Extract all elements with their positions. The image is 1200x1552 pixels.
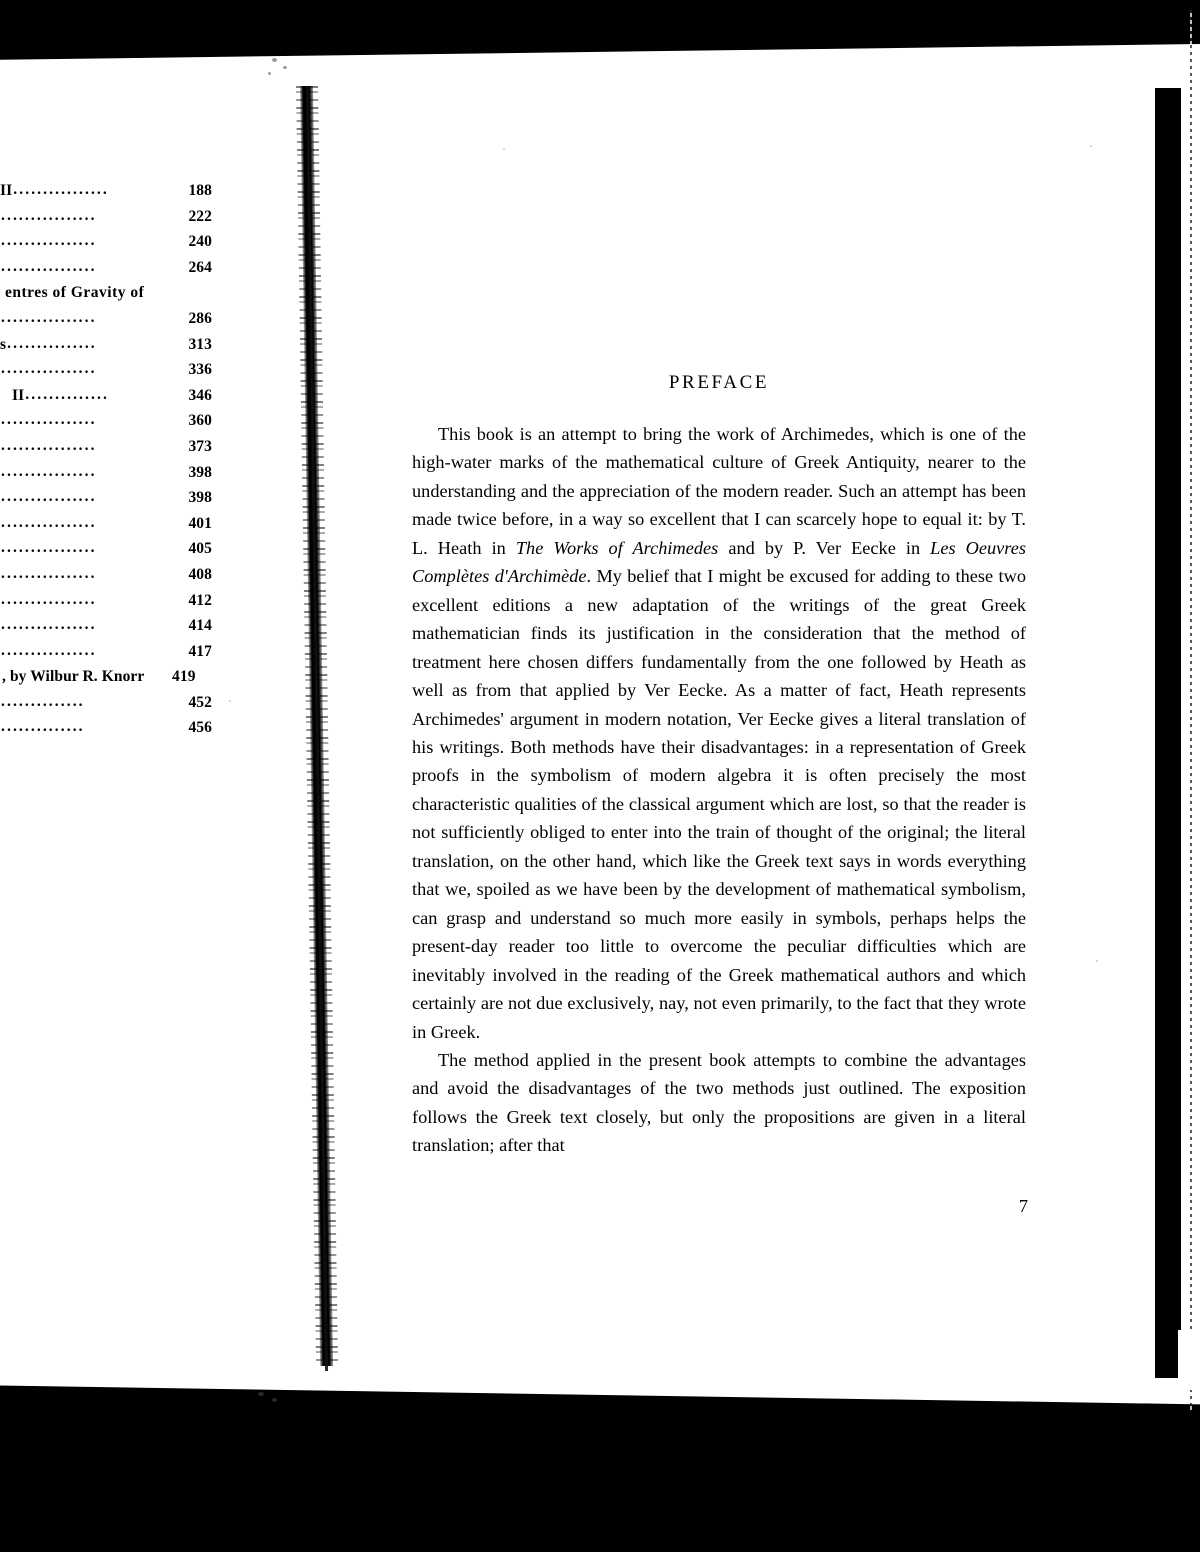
toc-leader-dots: ..............	[1, 718, 85, 736]
toc-leader-dots: ................	[1, 411, 97, 429]
toc-page-number: 398	[188, 489, 212, 507]
toc-leader-dots: ................	[1, 462, 97, 480]
toc-leader-dots: ..............	[1, 692, 85, 710]
toc-leader-dots: ................	[1, 308, 97, 326]
toc-page-number: 222	[188, 207, 212, 225]
toc-row	[0, 255, 212, 281]
toc-row	[0, 434, 212, 460]
table-of-contents	[0, 178, 212, 741]
scan-speck	[283, 66, 287, 69]
toc-row	[0, 229, 212, 255]
toc-leader-dots: ................	[1, 360, 97, 378]
toc-page-number: 414	[188, 617, 212, 635]
toc-leader-dots: ................	[1, 232, 97, 250]
scan-speck	[272, 58, 277, 62]
toc-page-number: 405	[188, 540, 212, 558]
toc-row	[0, 536, 212, 562]
page-title: PREFACE	[668, 372, 770, 393]
toc-page-number: 456	[188, 719, 212, 737]
toc-row	[0, 639, 212, 665]
toc-page-number: 412	[188, 591, 212, 609]
toc-row	[0, 383, 212, 409]
toc-leader-dots: ................	[1, 488, 97, 506]
toc-entry-title: II	[0, 182, 13, 199]
toc-row	[0, 408, 212, 434]
scan-edge-right-shadow	[1155, 88, 1181, 1378]
italic-title: Les Oeuvres Complètes d'Archimède	[412, 537, 1027, 587]
toc-page-number: 452	[188, 693, 212, 711]
toc-leader-dots: ..............	[25, 385, 109, 403]
toc-row	[0, 178, 212, 204]
toc-page-number: 240	[188, 233, 212, 251]
toc-row	[0, 690, 212, 716]
toc-leader-dots: ................	[1, 564, 97, 582]
toc-page-number: 373	[188, 437, 212, 455]
toc-leader-dots: ................	[1, 641, 97, 659]
scan-edge-right-corner-nick	[1178, 1330, 1200, 1390]
toc-row	[0, 511, 212, 537]
preface-body	[412, 372, 1026, 1160]
toc-row	[0, 306, 212, 332]
toc-page-number: 286	[188, 309, 212, 327]
scan-speck	[258, 1392, 264, 1396]
toc-page-number: 408	[188, 565, 212, 583]
toc-entry-title: s	[0, 335, 7, 353]
toc-leader-dots: ................	[1, 436, 97, 454]
text-run: This book is an attempt to bring the work of Archimedes, which is one of the high-water marks of the mathematical culture of Greek Antiquity, nearer to the understanding and the appreciation of the modern reader. Such an attempt has been made twice before, in a way so excellent that I can scarcely hope to equal it: by T. L. Heath in	[412, 424, 1026, 558]
scan-speck	[503, 148, 505, 150]
scan-speck	[1096, 960, 1098, 962]
paragraph	[412, 420, 1026, 1046]
toc-page-number: 398	[188, 463, 212, 481]
scan-speck	[229, 700, 231, 702]
page-number: 7	[1018, 1196, 1028, 1216]
toc-row	[0, 280, 212, 306]
toc-page-number: 264	[188, 258, 212, 276]
toc-leader-dots: ...............	[7, 334, 97, 352]
scan-speck	[272, 1398, 277, 1402]
toc-leader-dots: ................	[1, 539, 97, 557]
toc-entry-title: entres of Gravity of	[5, 284, 145, 302]
toc-row	[0, 664, 212, 690]
toc-page-number: 419	[172, 668, 196, 686]
toc-leader-dots: ................	[1, 590, 97, 608]
toc-page-number: 346	[188, 386, 212, 404]
scan-edge-right-hairline	[1190, 10, 1192, 1410]
text-run: and by P. Ver Eecke in	[718, 537, 931, 558]
toc-page-number: 360	[188, 412, 212, 430]
toc-row	[0, 485, 212, 511]
toc-page-number: 313	[188, 335, 212, 353]
scan-edge-top-left-shadow	[0, 0, 311, 55]
toc-row	[0, 204, 212, 230]
toc-leader-dots: ................	[13, 181, 109, 198]
preface-paragraph-list	[412, 420, 1026, 1160]
text-run: The method applied in the present book attempts to combine the advantages and avoid the disadvantages of the two methods just outlined. The exposition follows the Greek text closely, but only the propositions are given in a literal translation; after that	[412, 1049, 1026, 1156]
toc-leader-dots: ................	[1, 257, 97, 275]
toc-page-number: 336	[188, 361, 212, 379]
toc-leader-dots: ................	[1, 206, 97, 224]
toc-page-number: 417	[188, 642, 212, 660]
toc-row	[0, 613, 212, 639]
scan-speck	[268, 72, 271, 75]
text-run: . My belief that I might be excused for adding to these two excellent editions a new adaptation of the writings of the great Greek mathematician finds its justification in the consideration that the method of treatment here chosen differs fundamentally from the one followed by Heath as well as from that applied by Ver Eecke. As a matter of fact, Heath represents Archimedes' argument in modern notation, Ver Eecke gives a literal translation of his writings. Both methods have their disadvantages: in a representation of Greek proofs in the symbolism of modern algebra it is often precisely the most characteristic qualities of the classical argument which are lost, so that the reader is not sufficiently obliged to enter into the train of thought of the original; the literal translation, on the other hand, which like the Greek text says in words everything that we, spoiled as we have been by the development of mathematical symbolism, can grasp and understand so much more easily in symbols, perhaps helps the present-day reader too little to overcome the peculiar difficulties which are inevitably involved in the reading of the Greek mathematical authors and which certainly are not due exclusively, nay, not even primarily, to the fact that they wrote in Greek.	[412, 566, 1026, 1042]
toc-row	[0, 332, 212, 358]
paragraph	[412, 1046, 1026, 1160]
toc-row	[0, 715, 212, 741]
toc-row	[0, 562, 212, 588]
toc-row	[0, 588, 212, 614]
toc-entry-title: II	[12, 386, 25, 404]
toc-page-number: 188	[188, 182, 212, 199]
scan-edge-bottom-shadow	[0, 1385, 1200, 1552]
toc-entry-title: , by Wilbur R. Knorr	[2, 668, 145, 686]
toc-leader-dots: ................	[1, 513, 97, 531]
toc-page-number: 401	[188, 514, 212, 532]
italic-title: The Works of Archimedes	[515, 537, 719, 558]
toc-leader-dots: ................	[1, 616, 97, 634]
toc-row	[0, 357, 212, 383]
scan-speck	[1090, 145, 1092, 147]
toc-row	[0, 460, 212, 486]
